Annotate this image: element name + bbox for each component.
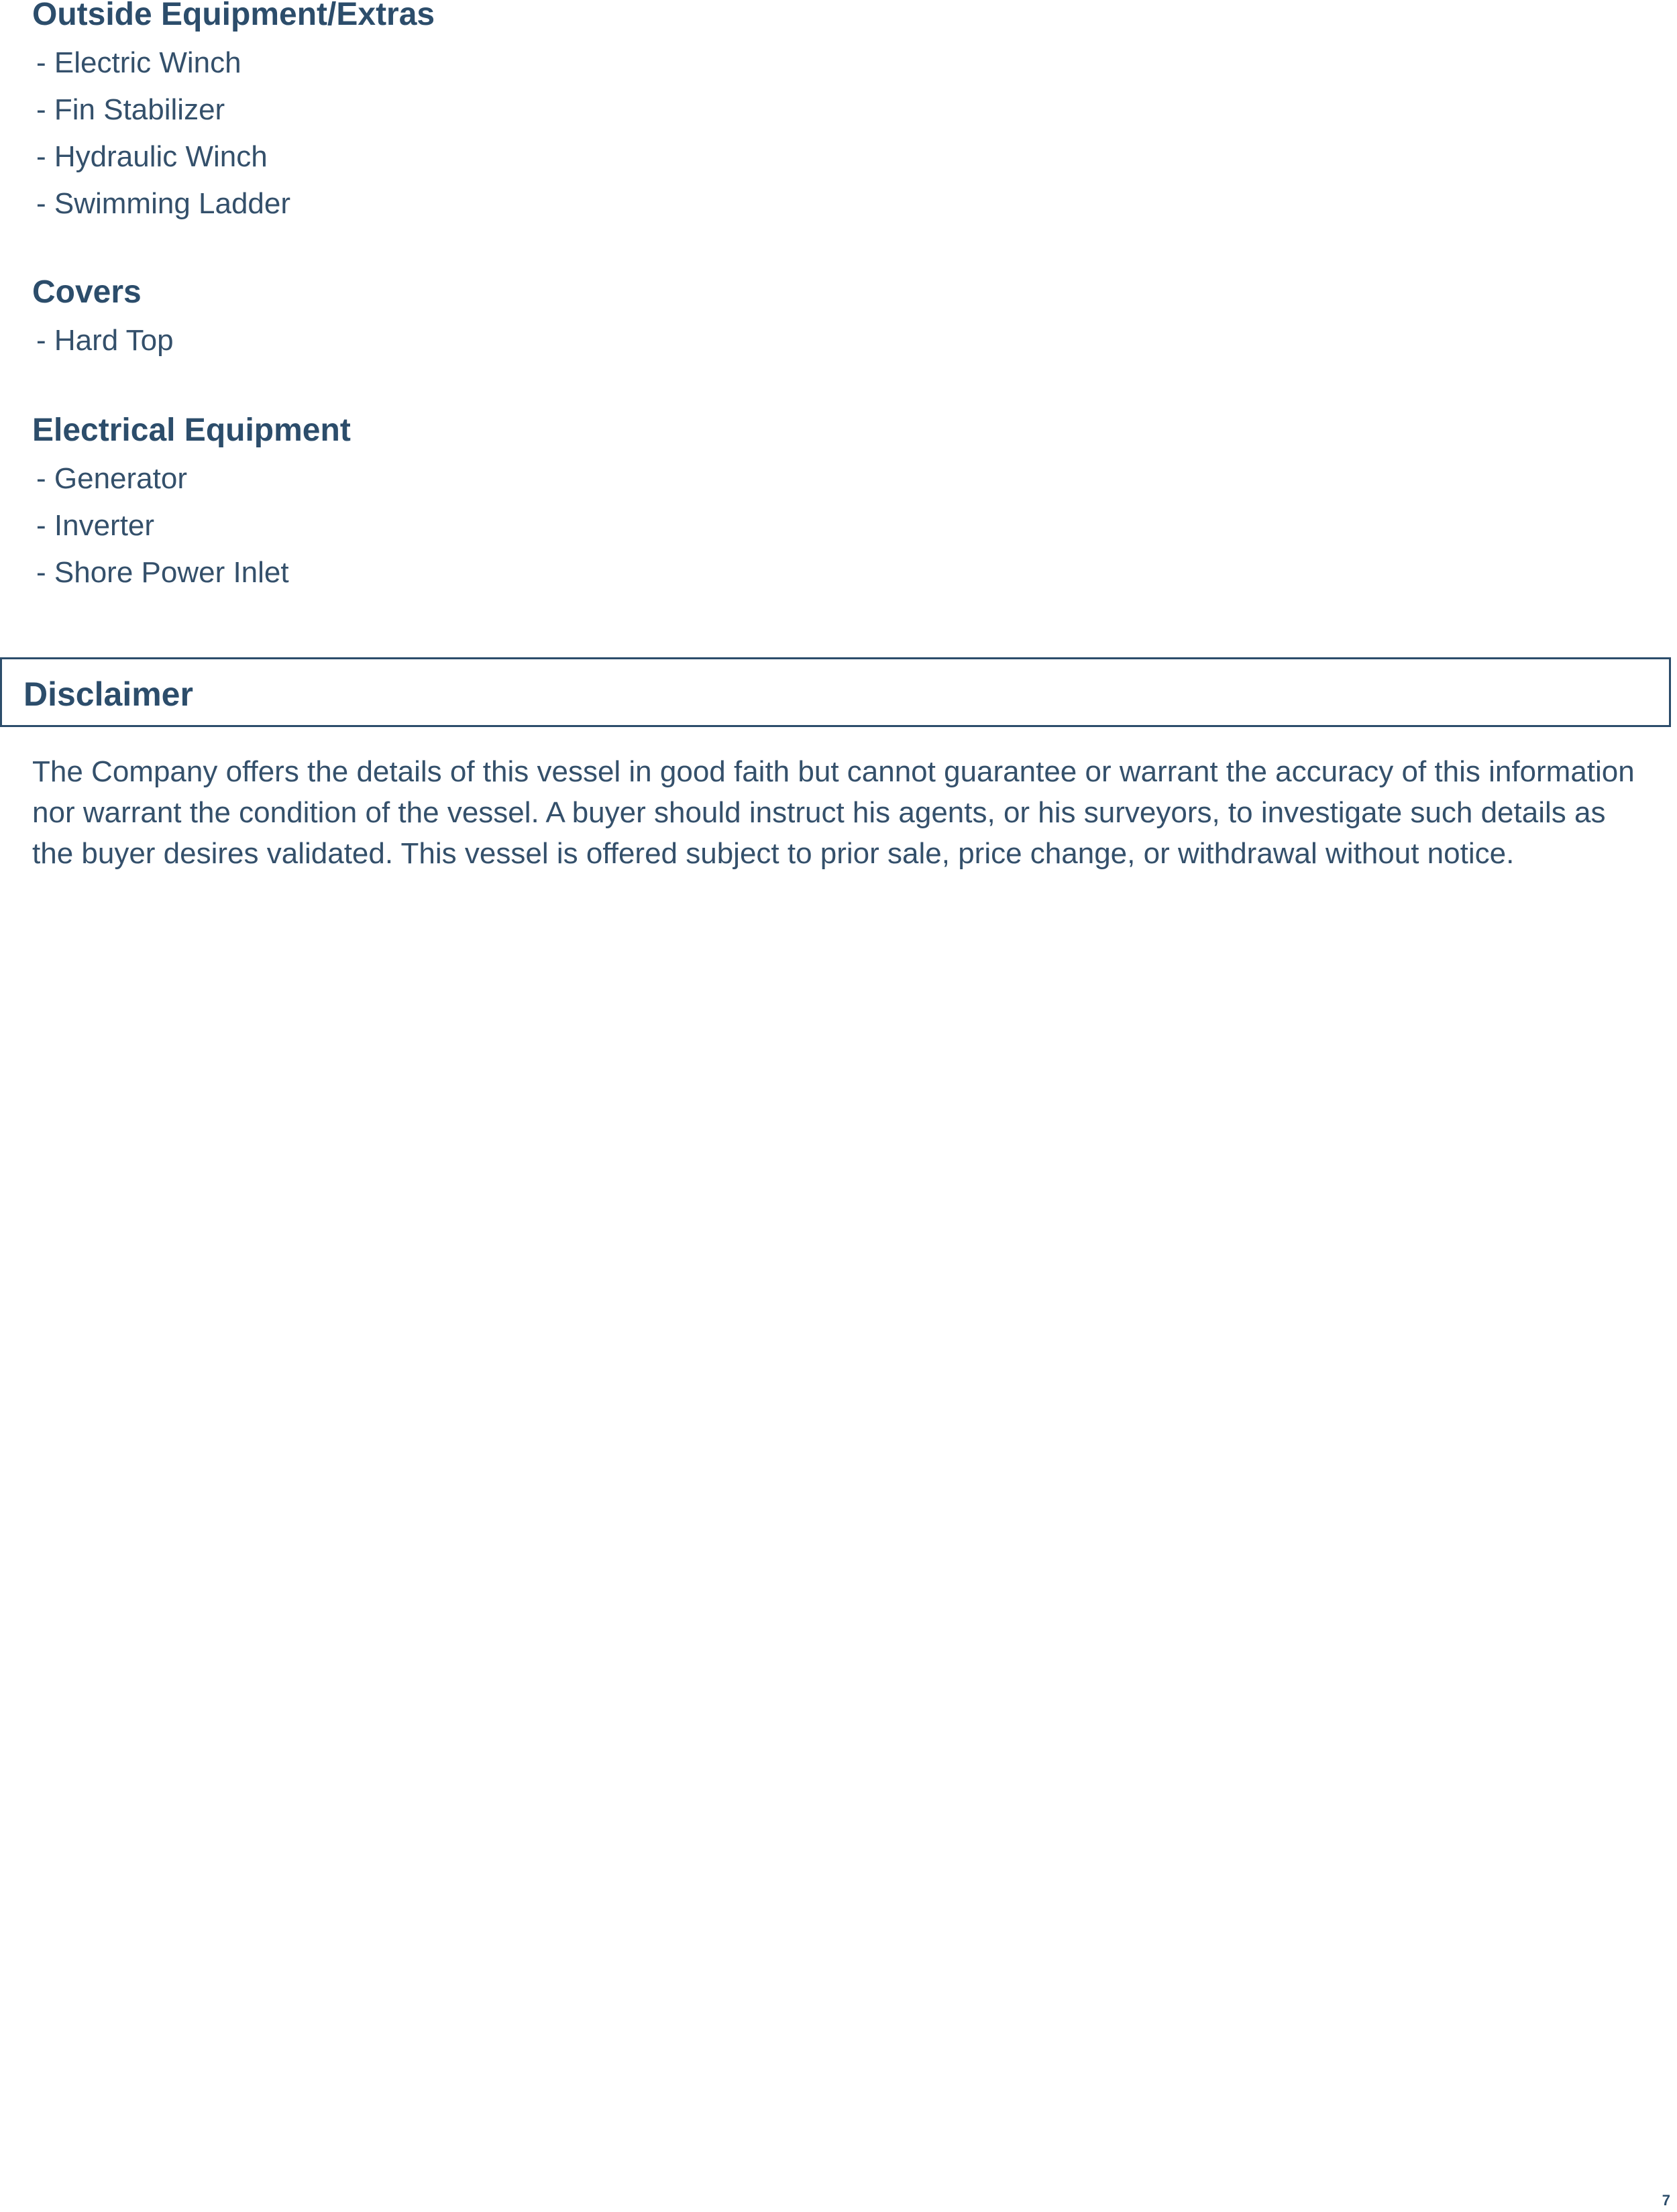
outside-equipment-list — [32, 40, 435, 227]
list-item: - Inverter — [36, 509, 155, 542]
section-electrical-equipment — [32, 412, 351, 596]
list-item: - Fin Stabilizer — [36, 93, 225, 126]
list-item: - Electric Winch — [36, 46, 241, 79]
disclaimer-title: Disclaimer — [23, 675, 193, 713]
section-outside-equipment — [32, 0, 435, 227]
section-heading-electrical-equipment: Electrical Equipment — [32, 412, 351, 448]
covers-list — [32, 317, 174, 364]
disclaimer-text: The Company offers the details of this vessel in good faith but cannot guarantee or warrant the accuracy of this information nor warrant the condition of the vessel. A buyer should instruct his agents, or his surveyors, to investigate such details as the buyer desires validated. This vessel is offered subject to prior sale, price change, or withdrawal without notice. — [32, 755, 1635, 870]
section-heading-covers: Covers — [32, 274, 142, 310]
disclaimer-header — [0, 657, 1671, 727]
list-item: - Hard Top — [36, 324, 174, 357]
electrical-equipment-list — [32, 455, 351, 596]
list-item: - Swimming Ladder — [36, 187, 291, 220]
list-item: - Hydraulic Winch — [36, 140, 268, 173]
section-covers — [32, 274, 174, 364]
page-number: 7 — [1662, 2192, 1670, 2209]
list-item: - Generator — [36, 462, 187, 495]
section-heading-outside-equipment: Outside Equipment/Extras — [32, 0, 435, 32]
list-item: - Shore Power Inlet — [36, 556, 289, 589]
